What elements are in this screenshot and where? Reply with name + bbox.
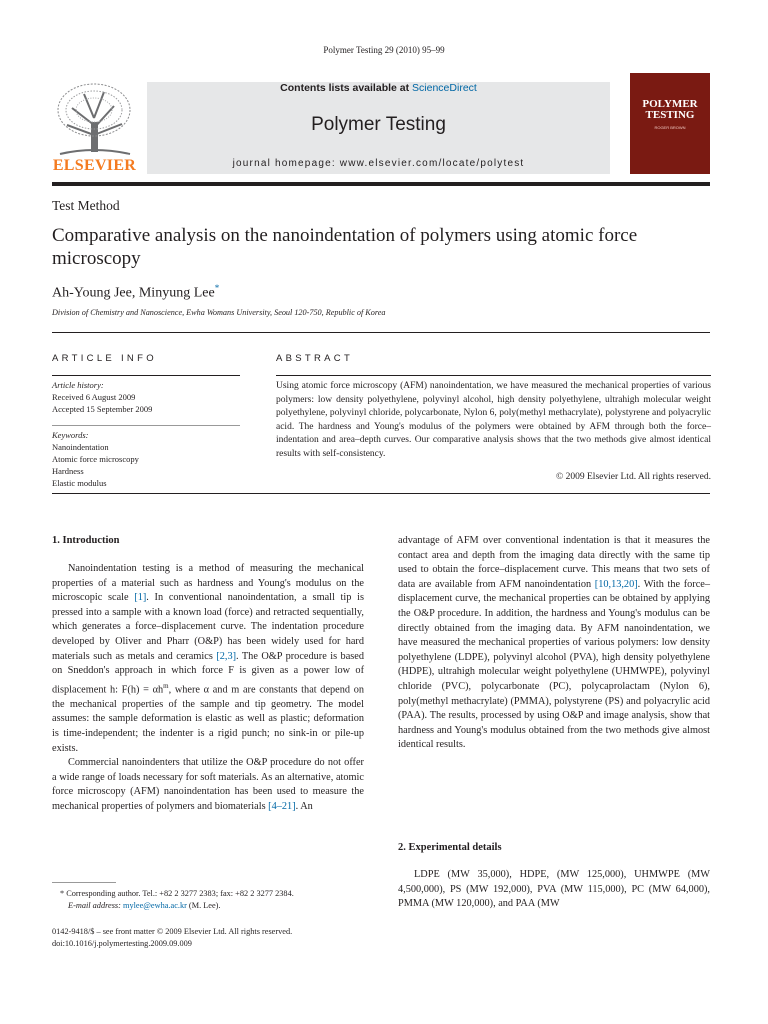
intro-paragraph-1 <box>52 562 364 756</box>
text-run: . The O&P procedure is based on Sneddon's approach in which force F is given as a power low of displacement h: F(h) = αh <box>52 650 364 696</box>
article-info-heading: ARTICLE INFO <box>52 353 157 364</box>
text-run: . In conventional nanoindentation, a small tip is pressed into a sample with a known load (force) and retracted sequentially, which generates a force–displacement curve. The indentation procedure developed by Oliver and Pharr (O&P) has been widely used for hard materials such as metals and ceramics <box>52 592 364 662</box>
intro-paragraph-2 <box>52 756 364 814</box>
author-names: Ah-Young Jee, Minyung Lee <box>52 285 215 301</box>
email-label: E-mail address: <box>68 901 121 910</box>
running-head: Polymer Testing 29 (2010) 95–99 <box>323 45 445 55</box>
received-date: Received 6 August 2009 <box>52 392 136 402</box>
abstract-bottom-rule <box>52 493 710 494</box>
journal-title: Polymer Testing <box>311 114 446 135</box>
left-column <box>52 562 364 815</box>
article-history <box>52 379 240 415</box>
citation-link[interactable]: [4–21] <box>268 800 296 812</box>
history-label: Article history: <box>52 380 104 390</box>
footnote-mark: * <box>60 889 65 898</box>
author-asterisk[interactable]: * <box>214 283 220 293</box>
journal-cover <box>630 73 710 174</box>
text-run: . With the force–displacement curve, the mechanical properties can be obtained by applying the O&P procedure. In addition, the hardness and Young's modulus can be directly obtained from the imaging data. By AFM nanoindentation, we have measured the mechanical properties of various polymers: low density polyethylene (LDPE), polyvinyl alcohol (PVA), high density polyethylene (HDPE), ultrahigh molecular weight polyethylene (UHMWPE), polyvinyl chloride (PVC), polycarbonate (PC), polycaprolactam (Nylon 6), poly(methyl methacrylate) (PMMA), polystyrene (PS) and polyacrylic acid (PAA). The results, processed by using O&P and image analysis, show that hardness and Young's modulus obtained from the two methods give almost identical results. <box>398 578 710 751</box>
accepted-date: Accepted 15 September 2009 <box>52 404 153 414</box>
keyword-item: Elastic modulus <box>52 478 107 488</box>
footnote-rule <box>52 882 116 883</box>
journal-masthead <box>147 82 610 174</box>
experimental-heading: 2. Experimental details <box>398 842 502 853</box>
text-run: Nanoindentation testing is a method of measuring the mechanical properties of a material such as hardness and Young's modulus on the microscopic scale <box>52 563 364 604</box>
text-run: Commercial nanoindenters that utilize the O&P procedure do not offer a wide range of loads necessary for soft materials. As an alternative, atomic force microscopy (AFM) nanoindentation has been used to measure the mechanical properties of polymers and biomaterials <box>52 757 364 812</box>
header-rule <box>52 182 710 186</box>
intro-paragraph-3 <box>398 534 710 753</box>
experimental-paragraph-1: LDPE (MW 35,000), HDPE, (MW 125,000), UHMWPE (MW 4,500,000), PS (MW 192,000), PVA (MW 115,000), PC (MW 64,000), PMMA (MW 120,000), and PAA (MW <box>398 869 710 910</box>
sciencedirect-link[interactable]: ScienceDirect <box>412 82 477 94</box>
superscript: m <box>163 681 169 690</box>
affiliation-rule <box>52 332 710 333</box>
email-link[interactable]: mylee@ewha.ac.kr <box>123 901 187 910</box>
text-run: . An <box>295 800 313 812</box>
citation-link[interactable]: [2,3] <box>216 650 237 662</box>
contents-prefix: Contents lists available at <box>280 82 413 94</box>
cover-title-line1: POLYMER <box>642 98 698 110</box>
email-suffix: (M. Lee). <box>186 901 221 910</box>
front-matter <box>52 926 412 950</box>
citation-link[interactable]: [10,13,20] <box>594 578 638 590</box>
experimental-body <box>398 868 710 912</box>
keyword-item: Atomic force microscopy <box>52 454 139 464</box>
section-type: Test Method <box>52 198 120 213</box>
citation-link[interactable]: [1] <box>134 592 147 604</box>
keywords-label: Keywords: <box>52 430 89 440</box>
corresponding-text: Corresponding author. Tel.: +82 2 3277 2383; fax: +82 2 3277 2384. <box>66 889 294 898</box>
elsevier-logo <box>52 80 137 175</box>
abstract-heading: ABSTRACT <box>276 353 354 364</box>
article-info-rule <box>52 375 240 376</box>
keyword-item: Hardness <box>52 466 84 476</box>
doi-line: doi:10.1016/j.polymertesting.2009.09.009 <box>52 939 192 948</box>
keywords-block <box>52 429 240 489</box>
footnote <box>52 888 364 912</box>
authors <box>52 283 219 302</box>
abstract-top-rule <box>276 375 711 376</box>
affiliation: Division of Chemistry and Nanoscience, Ewha Womans University, Seoul 120-750, Republic of Korea <box>52 308 386 317</box>
right-column <box>398 534 710 753</box>
history-rule <box>52 425 240 426</box>
contents-line <box>147 82 610 95</box>
cover-title <box>630 99 710 121</box>
footnote-email <box>52 900 364 912</box>
abstract-body: Using atomic force microscopy (AFM) nanoindentation, we have measured the mechanical properties of various polymers: low density polyethylene, polyvinyl alcohol, high density polyethylene, ultrahigh molecular weight polyethylene, polyvinyl chloride, polycarbonate, Nylon 6, poly(methyl methacrylate), polystyrene and polyacrylic acid. The hardness and Young's modulus of the polymers were obtained by AFM through both the force–indentation and area–depth curves. Our comparative analysis shows that the two methods give almost identical results with self-consistency. <box>276 381 711 459</box>
issn-line: 0142-9418/$ – see front matter © 2009 Elsevier Ltd. All rights reserved. <box>52 927 293 936</box>
text-run: , where α and m are constants that depend on the mechanical properties of the sample and tip geometry. The model assumes: the sample deformation is elastic as well as plastic; deformation is time-independent; the indenter is a rigid punch; no sink-in or pile-up exists. <box>52 684 365 754</box>
text-run: advantage of AFM over conventional indentation is that it measures the contact area and depth from the imaging data directly with the same tip used to obtain the force–displacement curve. This means that two sets of data are available from AFM nanoindentation <box>398 535 710 590</box>
journal-homepage[interactable]: journal homepage: www.elsevier.com/locate/polytest <box>232 158 525 169</box>
cover-title-line2: TESTING <box>645 109 695 121</box>
abstract-copyright: © 2009 Elsevier Ltd. All rights reserved. <box>556 472 711 482</box>
cover-editor: ROGER BROWN <box>654 125 686 130</box>
elsevier-wordmark: ELSEVIER <box>52 157 137 174</box>
keyword-item: Nanoindentation <box>52 442 109 452</box>
footnote-corresponding <box>52 888 364 900</box>
intro-heading: 1. Introduction <box>52 535 120 546</box>
paper-title: Comparative analysis on the nanoindentation of polymers using atomic force microscopy <box>52 225 638 269</box>
